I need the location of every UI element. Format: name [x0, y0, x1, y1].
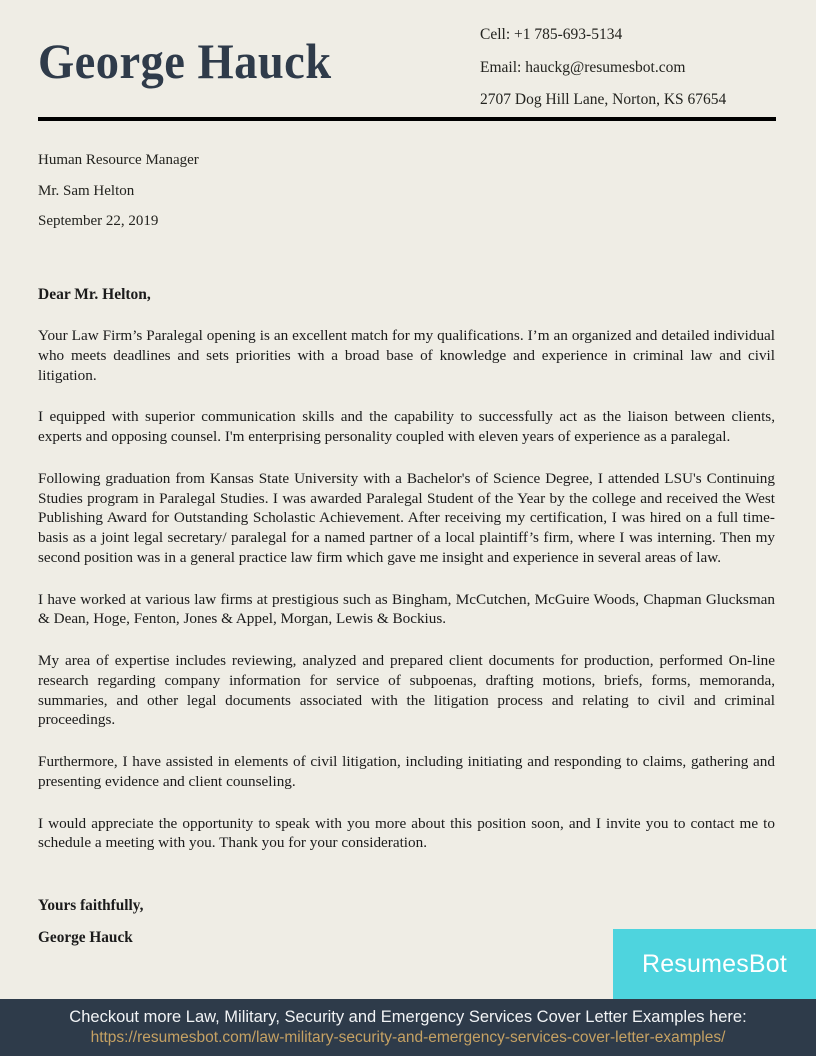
body-paragraph: My area of expertise includes reviewing, analyzed and prepared client documents for production, performed On-line research regarding company information for service of subpoenas, drafting motions, briefs, forms, memoranda, summaries, and other legal documents associated with the litigation process and relating to civil and criminal proceedings.: [38, 652, 775, 729]
resumesbot-badge-label: ResumesBot: [641, 949, 788, 978]
recipient-title: Human Resource Manager: [38, 151, 199, 168]
body-paragraph: Furthermore, I have assisted in elements of civil litigation, including initiating and responding to claims, gathering and presenting evidence and client counseling.: [38, 753, 775, 790]
page-title: George Hauck: [38, 33, 332, 89]
closing-phrase: Yours faithfully,: [38, 897, 144, 915]
body-paragraph: I equipped with superior communication skills and the capability to successfully act as the liaison between clients, experts and opposing counsel. I'm enterprising personality coupled with eleven years of experience as a paralegal.: [38, 408, 775, 446]
header-divider: [38, 117, 776, 121]
promo-text: Checkout more Law, Military, Security and Emergency Services Cover Letter Examples here:: [69, 1007, 747, 1026]
salutation: Dear Mr. Helton,: [38, 286, 151, 304]
body-paragraph: Your Law Firm’s Paralegal opening is an excellent match for my qualifications. I’m an organized and detailed individual who meets deadlines and sets priorities with a broad base of knowledge and experience in criminal law and civil litigation.: [38, 327, 775, 384]
letter-body: [38, 286, 775, 947]
contact-address: 2707 Dog Hill Lane, Norton, KS 67654: [480, 91, 727, 109]
name-block: [38, 22, 354, 89]
contact-block: [480, 22, 776, 110]
signature-name: George Hauck: [38, 929, 133, 947]
letter-date: September 22, 2019: [38, 213, 159, 230]
promo-footer: [0, 999, 816, 1056]
body-paragraph: I have worked at various law firms at prestigious such as Bingham, McCutchen, McGuire Woods, Chapman Glucksman & Dean, Hoge, Fenton, Jones & Appel, Morgan, Lewis & Bockius.: [38, 590, 775, 628]
recipient-block: [38, 151, 778, 231]
body-paragraph: Following graduation from Kansas State University with a Bachelor's of Science Degree, I attended LSU's Continuing Studies program in Paralegal Studies. I was awarded Paralegal Student of the Year by the college and received the West Publishing Award for Outstanding Scholastic Achievement. After receiving my certification, I was hired on a full time-basis as a joint legal secretary/ paralegal for a named partner of a local plaintiff’s firm, where I was interning. Then my second position was in a general practice law firm which gave me insight and experience in several areas of law.: [38, 469, 775, 566]
contact-phone: Cell: +1 785-693-5134: [480, 26, 623, 43]
promo-url-link[interactable]: https://resumesbot.com/law-military-security-and-emergency-services-cover-letter-examples/: [90, 1029, 726, 1047]
body-paragraph: I would appreciate the opportunity to speak with you more about this position soon, and I invite you to contact me to schedule a meeting with you. Thank you for your consideration.: [38, 814, 775, 852]
recipient-name: Mr. Sam Helton: [38, 182, 135, 199]
contact-email: Email: hauckg@resumesbot.com: [480, 58, 686, 76]
letter-header: [0, 0, 816, 110]
resumesbot-badge[interactable]: [613, 929, 816, 999]
